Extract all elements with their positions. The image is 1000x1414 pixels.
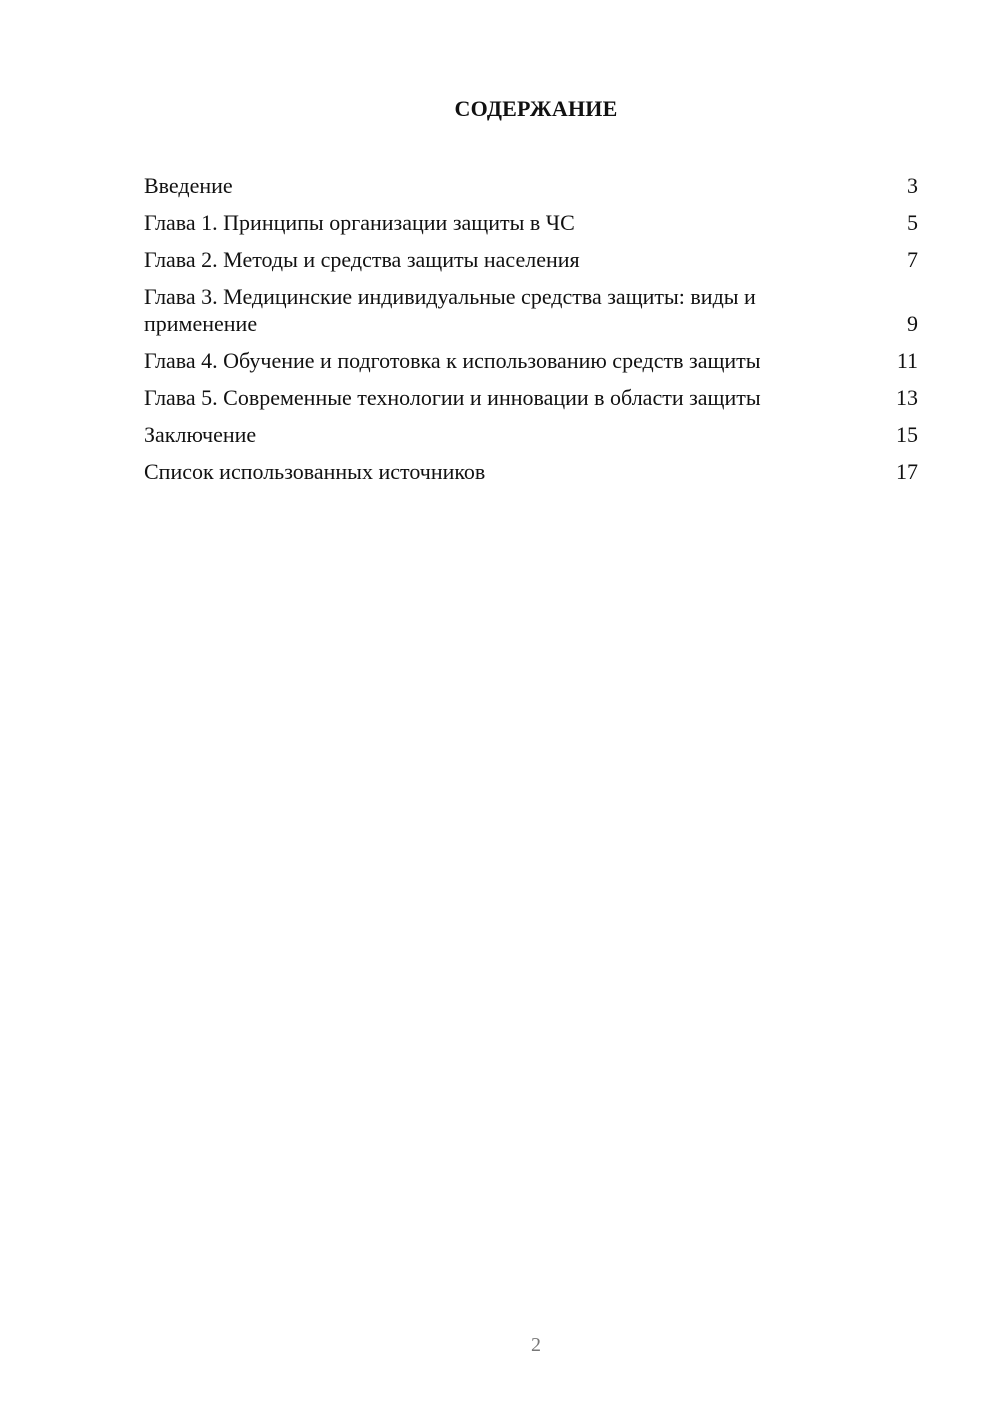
toc-entry-page: 15 — [896, 422, 918, 447]
toc-entry-references — [144, 458, 918, 485]
toc-entry-introduction — [144, 172, 918, 199]
toc-entry-text: Глава 1. Принципы организации защиты в ЧС — [144, 210, 575, 235]
toc-entry-chapter-1 — [144, 209, 918, 236]
page-title: СОДЕРЖАНИЕ — [454, 96, 618, 121]
toc-entry-page: 3 — [907, 173, 918, 198]
toc-entry-conclusion — [144, 421, 918, 448]
toc-entry-text: Список использованных источников — [144, 459, 486, 484]
toc-entry-page: 7 — [907, 247, 918, 272]
page-number: 2 — [531, 1334, 541, 1356]
toc-entry-chapter-4 — [144, 347, 918, 374]
toc-entry-text: Заключение — [144, 422, 257, 447]
toc-entry-text: Глава 5. Современные технологии и инновации в области защиты — [144, 385, 761, 410]
toc-entry-page: 13 — [896, 385, 918, 410]
toc-entry-chapter-3 — [144, 283, 918, 337]
toc-entry-page: 11 — [896, 348, 918, 373]
toc-entry-text: Введение — [144, 173, 233, 198]
toc-entry-page: 9 — [907, 311, 918, 336]
toc-entry-text: Глава 3. Медицинские индивидуальные средства защиты: виды и применение — [144, 284, 756, 336]
toc-entry-chapter-5 — [144, 384, 918, 411]
toc-entry-page: 17 — [896, 459, 918, 484]
toc-entry-text: Глава 2. Методы и средства защиты населения — [144, 247, 580, 272]
table-of-contents — [144, 172, 918, 495]
toc-entry-chapter-2 — [144, 246, 918, 273]
toc-entry-page: 5 — [907, 210, 918, 235]
toc-entry-text: Глава 4. Обучение и подготовка к использованию средств защиты — [144, 348, 761, 373]
